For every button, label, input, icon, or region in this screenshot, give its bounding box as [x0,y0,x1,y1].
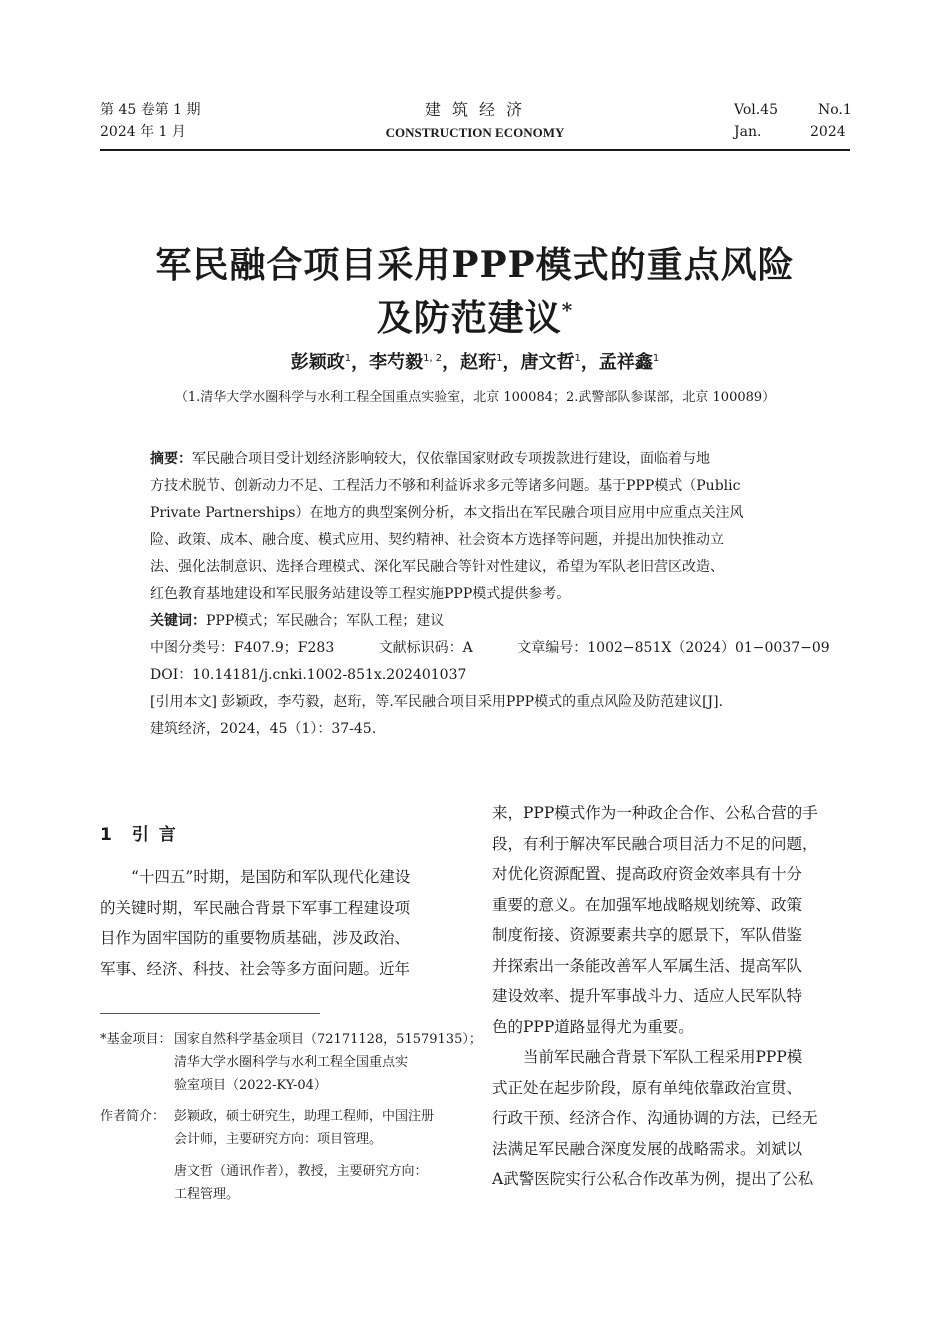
body-line: 并探索出一条能改善军人军属生活、提高军队 [492,956,803,975]
footnote-author-label: 作者简介： [100,1109,166,1124]
header-month: Jan. [734,124,762,140]
header-volume-issue: 第 45 卷第 1 期 [100,102,201,118]
header-rule [100,149,850,151]
title-line-1: 军民融合项目采用PPP模式的重点风险 [155,244,795,286]
affiliation: （1.清华大学水圈科学与水利工程全国重点实验室，北京 100084；2.武警部队参谋部，北京 100089） [174,390,776,405]
abstract-line [150,446,802,473]
body-line: 军事、经济、科技、社会等多方面问题。近年 [100,959,411,978]
body-line: 行政干预、经济合作、沟通协调的方法，已经无 [492,1109,818,1127]
author-name: 唐文哲 [520,352,575,373]
author-name: 赵珩 [460,352,497,373]
right-column [492,798,850,1195]
header-vol: Vol.45 [734,102,778,118]
header-journal-cn: 建 筑 经 济 [424,100,526,119]
citation-line-2: 建筑经济，2024，45（1）：37-45. [150,721,377,737]
keywords-label: 关键词： [150,613,206,629]
author-affiliation-mark: 1, 2 [423,353,443,364]
author-list: 彭颖政$^1$，李芍毅$^{1, 2}$，赵珩$^1$，唐文哲$^1$，孟祥鑫$^1$ [290,352,660,373]
body-line: 段，有利于解决军民融合项目活力不足的问题， [492,834,818,853]
body-line: 对优化资源配置、提高政府资金效率具有十分 [492,865,803,883]
body-line: 当前军民融合背景下军队工程采用PPP模 [523,1048,803,1066]
author-affiliation-mark: 1 [496,353,503,364]
body-line: 色的PPP道路显得尤为重要。 [492,1017,694,1036]
article-title [40,243,910,341]
body-line: 法满足军民融合深度发展的战略需求。刘斌以 [492,1139,803,1158]
abstract-line: 法、强化法制意识、选择合理模式、深化军民融合等针对性建议，希望为军队老旧营区改造、 [150,559,724,575]
author-affiliation-mark: 1 [652,353,660,364]
footnote-fund-line: 验室项目（2022-KY-04） [174,1078,327,1093]
abstract-label: 摘要： [150,451,192,467]
body-line: 建设效率、提升军事战斗力、适应人民军队特 [492,987,803,1005]
body-line: 式正处在起步阶段，原有单纯依靠政治宣贯、 [492,1078,803,1097]
author-name: 孟祥鑫 [598,352,653,373]
body-line: 的关键时期，军民融合背景下军事工程建设项 [100,898,411,917]
body-line: 制度衔接、资源要素共享的愿景下，军队借鉴 [492,926,803,944]
clc-number: 中图分类号：F407.9；F283 [150,640,335,656]
abstract-text: 军民融合项目受计划经济影响较大，仅依靠国家财政专项拨款进行建设，面临着与地 [192,451,710,467]
header-journal-en: CONSTRUCTION ECONOMY [385,125,565,140]
author-name: 李芍毅 [369,352,424,373]
body-line: A武警医院实行公私合作改革为例，提出了公私 [492,1170,814,1188]
footnote-fund-line: 国家自然科学基金项目（72171128，51579135）； [174,1032,482,1047]
body-line: “十四五”时期，是国防和军队现代化建设 [131,868,411,886]
author-affiliation-mark: 1 [344,353,352,364]
body-line: 目作为固牢国防的重要物质基础，涉及政治、 [100,929,411,947]
author-name: 彭颖政 [290,352,345,373]
citation-line-1: [引用本文] 彭颖政，李芍毅，赵珩，等.军民融合项目采用PPP模式的重点风险及防范建议[J]. [150,694,724,710]
footnote-author-line: 唐文哲（通讯作者），教授，主要研究方向： [174,1164,428,1179]
title-line-2 [40,288,910,341]
footnote-rule [100,1013,320,1014]
footnote-author-line: 彭颖政，硕士研究生，助理工程师，中国注册 [174,1109,435,1124]
abstract-line: 险、政策、成本、融合度、模式应用、契约精神、社会资本方选择等问题，并提出加快推动立 [150,532,724,548]
section-heading [100,820,178,845]
classification [150,635,830,662]
footnote-author-line: 会计师，主要研究方向：项目管理。 [174,1132,383,1147]
footnote-fund-line: 清华大学水圈科学与水利工程全国重点实 [174,1055,409,1070]
header-no: No.1 [818,102,852,118]
keywords [150,608,810,635]
document-code: 文献标识码：A [378,640,473,656]
section-title: 引 言 [131,825,178,845]
footnote-author-line: 工程管理。 [174,1187,240,1202]
section-number: 1 [100,825,114,845]
body-line: 来，PPP模式作为一种政企合作、公私合营的手 [492,804,818,822]
header-year: 2024 [810,124,846,140]
header-date: 2024 年 1 月 [100,124,186,140]
title-line-2-text: 及防范建议 [376,297,562,339]
abstract-line: Private Partnerships）在地方的典型案例分析，本文指出在军民融合项目应用中应重点关注风 [150,505,744,521]
footnote-fund-label: *基金项目： [100,1032,172,1047]
author-affiliation-mark: 1 [574,353,581,364]
abstract-line: 方技术脱节、创新动力不足、工程活力不够和利益诉求多元等诸多问题。基于PPP模式（Public [150,478,741,494]
title-footnote-mark: * [561,298,574,322]
left-column [100,862,460,984]
doi: DOI：10.14181/j.cnki.1002-851x.202401037 [150,667,467,683]
body-line: 重要的意义。在加强军地战略规划统筹、政策 [492,895,803,914]
abstract [150,446,802,608]
keywords-text: PPP模式；军民融合；军队工程；建议 [206,613,445,629]
abstract-line: 红色教育基地建设和军民服务站建设等工程实施PPP模式提供参考。 [150,586,571,602]
article-number: 文章编号：1002−851X（2024）01−0037−09 [517,640,830,656]
